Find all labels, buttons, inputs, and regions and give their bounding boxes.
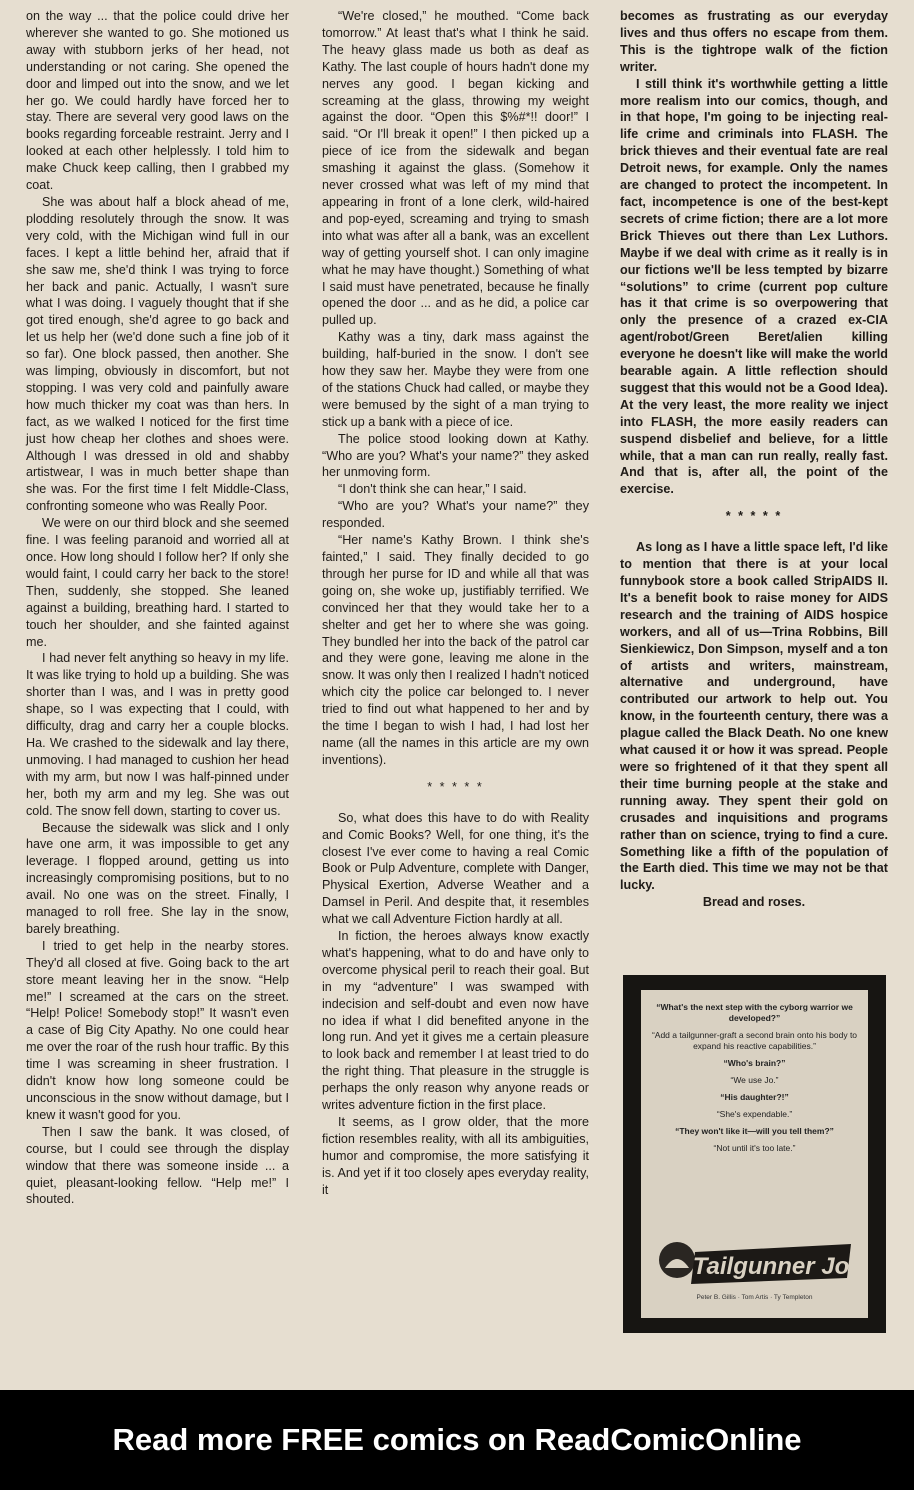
ad-text-line: “Add a tailgunner-graft a second brain onto his body to expand his reactive capabilities.”: [651, 1030, 858, 1051]
section-separator: * * * * *: [427, 779, 484, 794]
paragraph: I still think it's worthwhile getting a little more realism into our comics, though, and in that hope, I'm going to be injecting real-life crime and criminals into FLASH. The brick thieves and their eventual fate are real Detroit news, for example. Only the names are changed to protect the incompetent. In fact, incompetence is one of the best-kept secrets of crime fiction; there are a lot more Brick Thieves out there than Lex Luthors. Maybe if we deal with crime as it really is in our fictions we'll be less tempted by bizarre “solutions” to crime (current pop culture has it that crime is so overpowering that only the presence of a crazed ex-CIA agent/robot/Green Beret/alien killing everyone he doesn't like will make the world bearable again. A little reflection should suggest that this would not be a Good Idea). At the very least, the more reality we inject into FLASH, the more easily readers can suspend disbelief and believe, for a little while, that a man can run really, really fast. And that is, after all, the point of the exercise.: [620, 76, 888, 497]
paragraph: The police stood looking down at Kathy. “Who are you? What's your name?” they asked her unmoving form.: [322, 431, 589, 480]
ad-text-line: “They won't like it—will you tell them?”: [675, 1126, 834, 1136]
ad-text-line: “Not until it's too late.”: [713, 1143, 796, 1153]
article-column-1: [26, 8, 289, 1208]
paragraph: “We're closed,” he mouthed. “Come back tomorrow.” At least that's what I think he said. The heavy glass made us both as deaf as Kathy. The last couple of hours hadn't done my nerves any good. I began kicking and screaming at the glass, throwing my weight against the door. “Open this $%#*!! door!” I said. “Or I'll break it open!” I then picked up a piece of ice from the sidewalk and began smashing it against the glass. (Somehow it never crossed what was left of my mind that appearing in front of a lone clerk, wild-haired and pop-eyed, screaming and trying to smash into what was after all a bank, was an excellent way of getting yourself shot. I can only imagine what he may have thought.) Something of what I said must have penetrated, because he finally opened the door ... and as he did, a police car pulled up.: [322, 9, 589, 328]
paragraph: Then I saw the bank. It was closed, of course, but I could see through the display window that there was someone inside ... a quiet, pleasant-looking fellow. “Help me!” I shouted.: [26, 1124, 289, 1207]
ad-text-line: “We use Jo.”: [730, 1075, 779, 1085]
paragraph: “Her name's Kathy Brown. I think she's fainted,” I said. They finally decided to go through her purse for ID and while all that was going on, she woke up, justifiably terrified. We convinced her that they would take her to a shelter and get her to where she was going. They bundled her into the back of the patrol car and they were gone, leaving me alone in the snow. It was only then I realized I hadn't noticed which city the police car belonged to. I never tried to find out what happened to her and by the time I began to wish I had, I had lost her name (all the names in this article are my own inventions).: [322, 533, 589, 767]
paragraph: on the way ... that the police could drive her wherever she wanted to go. She motioned us away with stubborn jerks of her head, not understanding or not caring. She opened the door and limped out into the snow, and we let her go. We could hardly have forced her to stay. There are several very good laws on the books regarding forceable restraint. Jerry and I looked at each other helplessly. I told him to make Chuck keep calling, then I grabbed my coat.: [26, 9, 289, 193]
article-column-2: [322, 8, 589, 1199]
paragraph: As long as I have a little space left, I'd like to mention that there is at your local funnybook store a book called StripAIDS II. It's a benefit book to raise money for AIDS research and the training of AIDS hospice workers, and all of us—Trina Robbins, Bill Sienkiewicz, Don Simpson, myself and a ton of artists and writers, mainstream, alternative and underground, have contributed our artwork to help out. You know, in the fourteenth century, there was a plague called the Black Death. No one knew what caused it or how it was spread. People were so frightened of it that they spent all their time burning people at the stake and running away. They spent their gold on crusades and inquisitions and programs rather than on science, trying to find a cure. Something like a fifth of the population of the Earth died. This time we may not be that lucky.: [620, 540, 888, 893]
paragraph: It seems, as I grow older, that the more fiction resembles reality, with all its ambiguities, humor and compromise, the more satisfying it is. And yet if it too closely apes everyday reality, it: [322, 1115, 589, 1197]
paragraph: In fiction, the heroes always know exactly what's happening, what to do and have only to overcome physical peril to reach their goal. But in my “adventure” I was swamped with indecision and self-doubt and even now have no idea if what I did benefited anyone in the long run. And yet it gives me a certain pleasure to look back and remember I at least tried to do the right thing. That pleasure in the struggle is perhaps the only reason why anyone reads or writes adventure fiction in the first place.: [322, 929, 589, 1113]
tailgunner-jo-ad: [623, 975, 886, 1333]
paragraph: “I don't think she can hear,” I said.: [338, 482, 527, 497]
tailgunner-jo-logo: [655, 1238, 855, 1292]
sign-off: Bread and roses.: [702, 895, 806, 910]
ad-logo-text: Tailgunner Jo: [692, 1253, 850, 1280]
paragraph: I tried to get help in the nearby stores. They'd all closed at five. Going back to the art store meant leaving her in the snow. “Help me!” I screamed at the cars on the street. “Help! Police! Somebody stop!” It wasn't even a case of Big City Apathy. No one could hear me over the roar of the rush hour traffic. By this time I was screaming in sheer frustration. I didn't know how long someone could be unconscious in the snow without damage, but I knew it wasn't good for you.: [26, 938, 289, 1122]
paragraph: becomes as frustrating as our everyday lives and thus offers no escape from them. This is the tightrope walk of the fiction writer.: [620, 9, 888, 74]
section-separator: * * * * *: [725, 509, 783, 524]
ad-text-line: “She's expendable.”: [716, 1109, 793, 1119]
paragraph: She was about half a block ahead of me, plodding resolutely through the snow. It was very cold, with the Michigan wind full in our faces. I kept a little behind her, afraid that if she saw me, she'd think I was trying to force her back and panic. Actually, I wasn't sure what I was doing. I vaguely thought that if she got tired enough, she'd agree to go back and let us help her (we'd done such a fine job of it so far). One block passed, then another. She was limping, obviously in discomfort, but not stopping. I was very cold and painfully aware how much thicker my coat was than hers. In fact, as we walked I noticed for the first time just how cheap her clothes and shoes were. Although I was dressed in old and shabby artistwear, I was in much better shape than she was. For the first time I felt Middle-Class, confronting someone who was Really Poor.: [26, 194, 289, 514]
ad-text-line: “His daughter?!”: [720, 1092, 789, 1102]
paragraph: Kathy was a tiny, dark mass against the building, half-buried in the snow. I don't see how they saw her. Maybe they were from one of the stations Chuck had called, or maybe they were bemused by the sight of a man trying to stick up a bank with a piece of ice.: [322, 330, 589, 429]
paragraph: We were on our third block and she seemed fine. I was feeling paranoid and worried all at once. How long should I follow her? If only she would faint, I could carry her back to the store! Then, suddenly, she stopped. She leaned against a building, breathing hard. I started to touch her shoulder, and she fainted against me.: [26, 516, 289, 649]
article-column-3: [620, 8, 888, 911]
paragraph: “Who are you? What's your name?” they responded.: [322, 499, 589, 531]
paragraph: I had never felt anything so heavy in my life. It was like trying to hold up a building. She was shorter than I was, and I was in pretty good shape, so I was expecting that I could, with difficulty, drag and carry her a couple blocks. Ha. We crashed to the sidewalk and lay there, unmoving. I had managed to cushion her head with my arm, but now I was half-pinned under her, both my arm and my leg. She was out cold. The snow fell down, starting to cover us.: [26, 651, 289, 818]
paragraph: So, what does this have to do with Reality and Comic Books? Well, for one thing, it's the closest I've ever come to having a real Comic Book or Pulp Adventure, complete with Danger, Physical Exertion, Adverse Weather and a Damsel in Peril. And despite that, it resembles what we call Adventure Fiction hardly at all.: [322, 810, 589, 927]
paragraph: Because the sidewalk was slick and I only have one arm, it was impossible to get any leverage. I flopped around, getting us into increasingly compromising positions, but to no avail. No one was on the street. Finally, I managed to roll free. She lay in the snow, barely breathing.: [26, 820, 289, 936]
ad-panel: [641, 990, 868, 1318]
promo-banner[interactable]: Read more FREE comics on ReadComicOnline: [0, 1390, 914, 1490]
ad-credits: Peter B. Gillis · Tom Artis · Ty Templeton: [696, 1294, 813, 1301]
ad-text-line: “What's the next step with the cyborg warrior we developed?”: [656, 1002, 853, 1023]
ad-text-line: “Who's brain?”: [723, 1058, 786, 1068]
